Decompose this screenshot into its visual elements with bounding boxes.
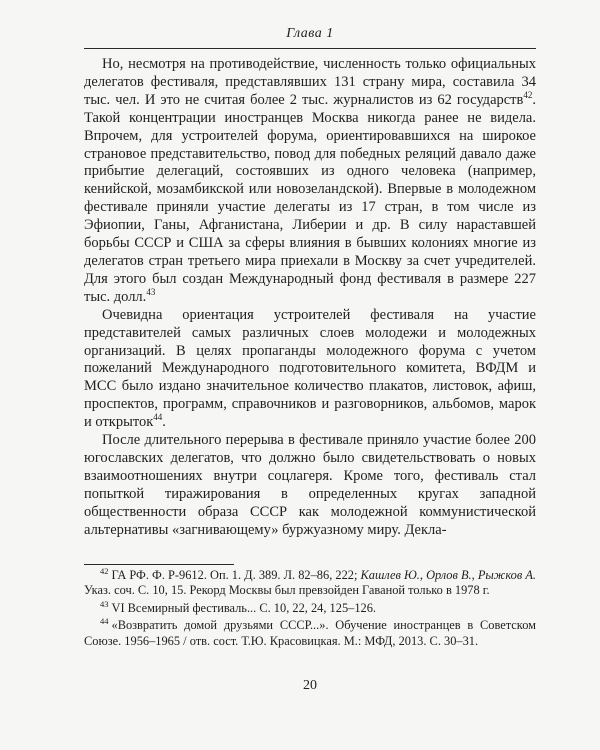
footnote-43 [84, 598, 536, 616]
paragraph-1-text-b: . Такой концентрации иностранцев Москва никогда ранее не видела. Впрочем, для устроителей форума, ориентировавшихся на широкое страновое представительство, повод для победных реляций давало даже прибытие делегаций, состоявших из одного человека (например, кенийской, мозамбикской или новозеландской). Впервые в молодежном фестивале приняли участие делегаты из 17 стран, в том числе из Эфиопии, Ганы, Афганистана, Либерии и др. В силу нараставшей борьбы СССР и США за сферы влияния в бывших колониях многие из делегатов стран третьего мира приехали в Москву за счет учредителей. Для этого был создан Международный фонд фестиваля в размере 227 тыс. долл. [84, 91, 536, 305]
footnotes [84, 565, 536, 651]
header-rule [84, 48, 536, 49]
footnote-44-text: «Возвратить домой друзьями СССР...». Обучение иностранцев в Советском Союзе. 1956–1965 / отв. сост. Т.Ю. Красовицкая. М.: МФД, 2013. С. 30–31. [84, 618, 536, 648]
footnote-ref-42: 42 [523, 89, 533, 100]
footnote-number: 42 [100, 565, 109, 576]
paragraph-3: После длительного перерыва в фестивале приняло участие более 200 югославских делегатов, что должно было свидетельствовать о новых взаимоотношениях внутри соцлагеря. Кроме того, фестиваль стал попыткой тиражирования в определенных кругах западной общественности образа СССР как молодежной коммунистической альтернативы «загнивающему» буржуазному миру. Декла- [84, 432, 536, 538]
footnote-ref-43: 43 [146, 286, 156, 297]
paragraph-1-text-a: Но, несмотря на противодействие, численность только официальных делегатов фестиваля, представлявших 131 страну мира, составила 34 тыс. чел. И это не считая более 2 тыс. журналистов из 62 государств [84, 56, 536, 108]
footnote-42-text-b: Указ. соч. С. 10, 15. Рекорд Москвы был превзойден Гаваной только в 1978 г. [84, 583, 490, 598]
running-head-chapter-title: Глава 1 [286, 26, 334, 41]
paragraph-2-text-a: Очевидна ориентация устроителей фестиваля на участие представителей самых различных слоев молодежи и молодежных организаций. В целях пропаганды молодежного форума с учетом пожеланий Международного подготовительного комитета, ВФДМ и МСС было издано значительное количество плакатов, листовок, афиш, проспектов, программ, справочников и разговорников, альбомов, марок и открыток [84, 306, 536, 431]
page-number: 20 [303, 678, 317, 693]
paragraph-1 [84, 56, 536, 307]
footnote-42 [84, 565, 536, 599]
footnote-number: 44 [100, 616, 109, 627]
footnote-separator [84, 564, 234, 565]
footnote-42-text-a: ГА РФ. Ф. Р-9612. Оп. 1. Д. 389. Л. 82–86, 222; [111, 568, 361, 582]
paragraph-2 [84, 307, 536, 432]
paragraph-2-text-b: . [162, 414, 166, 431]
footnote-44 [84, 618, 536, 649]
main-text [84, 56, 536, 539]
footnote-43-text: VI Всемирный фестиваль... С. 10, 22, 24, 125–126. [111, 600, 377, 615]
footnote-number: 43 [100, 598, 109, 609]
footnote-42-authors: Кашлев Ю., Орлов В., Рыжков А. [360, 568, 536, 582]
footnote-ref-44: 44 [153, 412, 163, 423]
